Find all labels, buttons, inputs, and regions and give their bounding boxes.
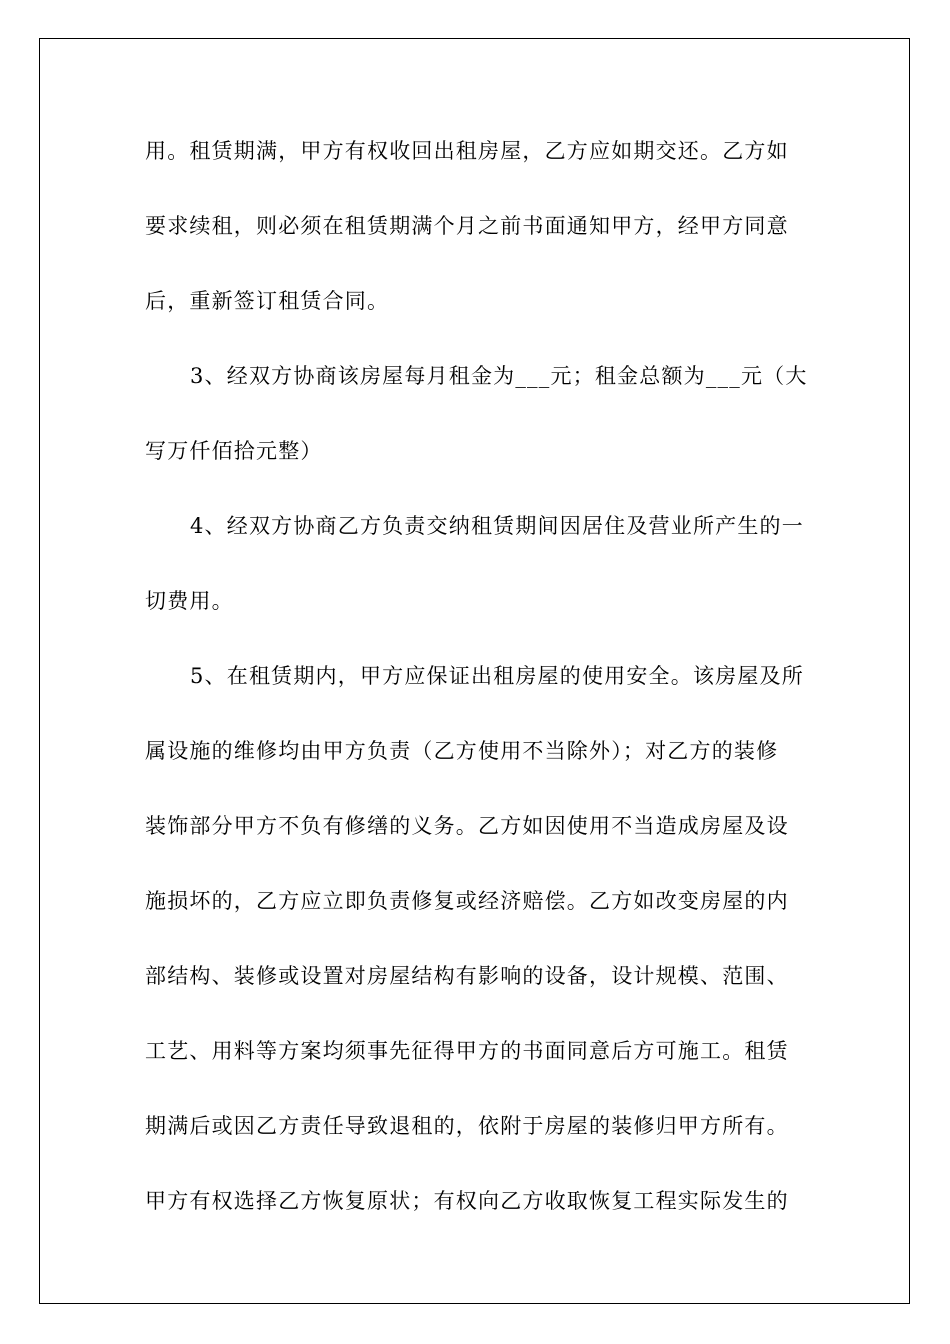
text-line: 甲方有权选择乙方恢复原状；有权向乙方收取恢复工程实际发生的	[145, 1189, 789, 1213]
text-line: 期满后或因乙方责任导致退租的，依附于房屋的装修归甲方所有。	[145, 1114, 789, 1138]
text-line: 工艺、用料等方案均须事先征得甲方的书面同意后方可施工。租赁	[145, 1039, 789, 1063]
text-line: 部结构、装修或设置对房屋结构有影响的设备，设计规模、范围、	[145, 964, 789, 988]
text-line: 施损坏的，乙方应立即负责修复或经济赔偿。乙方如改变房屋的内	[145, 889, 789, 913]
text-line: 后，重新签订租赁合同。	[145, 289, 390, 313]
text-line: 写万仟佰拾元整）	[145, 439, 323, 463]
text-line: 装饰部分甲方不负有修缮的义务。乙方如因使用不当造成房屋及设	[145, 814, 789, 838]
clause-3-line: 3、经双方协商该房屋每月租金为___元；租金总额为___元（大	[190, 364, 808, 388]
text-line: 要求续租，则必须在租赁期满个月之前书面通知甲方，经甲方同意	[145, 214, 789, 238]
clause-5-line: 5、在租赁期内，甲方应保证出租房屋的使用安全。该房屋及所	[190, 664, 804, 688]
clause-4-line: 4、经双方协商乙方负责交纳租赁期间因居住及营业所产生的一	[190, 514, 804, 538]
text-line: 切费用。	[145, 589, 234, 613]
text-line: 用。租赁期满，甲方有权收回出租房屋，乙方应如期交还。乙方如	[145, 139, 789, 163]
text-line: 属设施的维修均由甲方负责（乙方使用不当除外）；对乙方的装修	[145, 739, 779, 763]
